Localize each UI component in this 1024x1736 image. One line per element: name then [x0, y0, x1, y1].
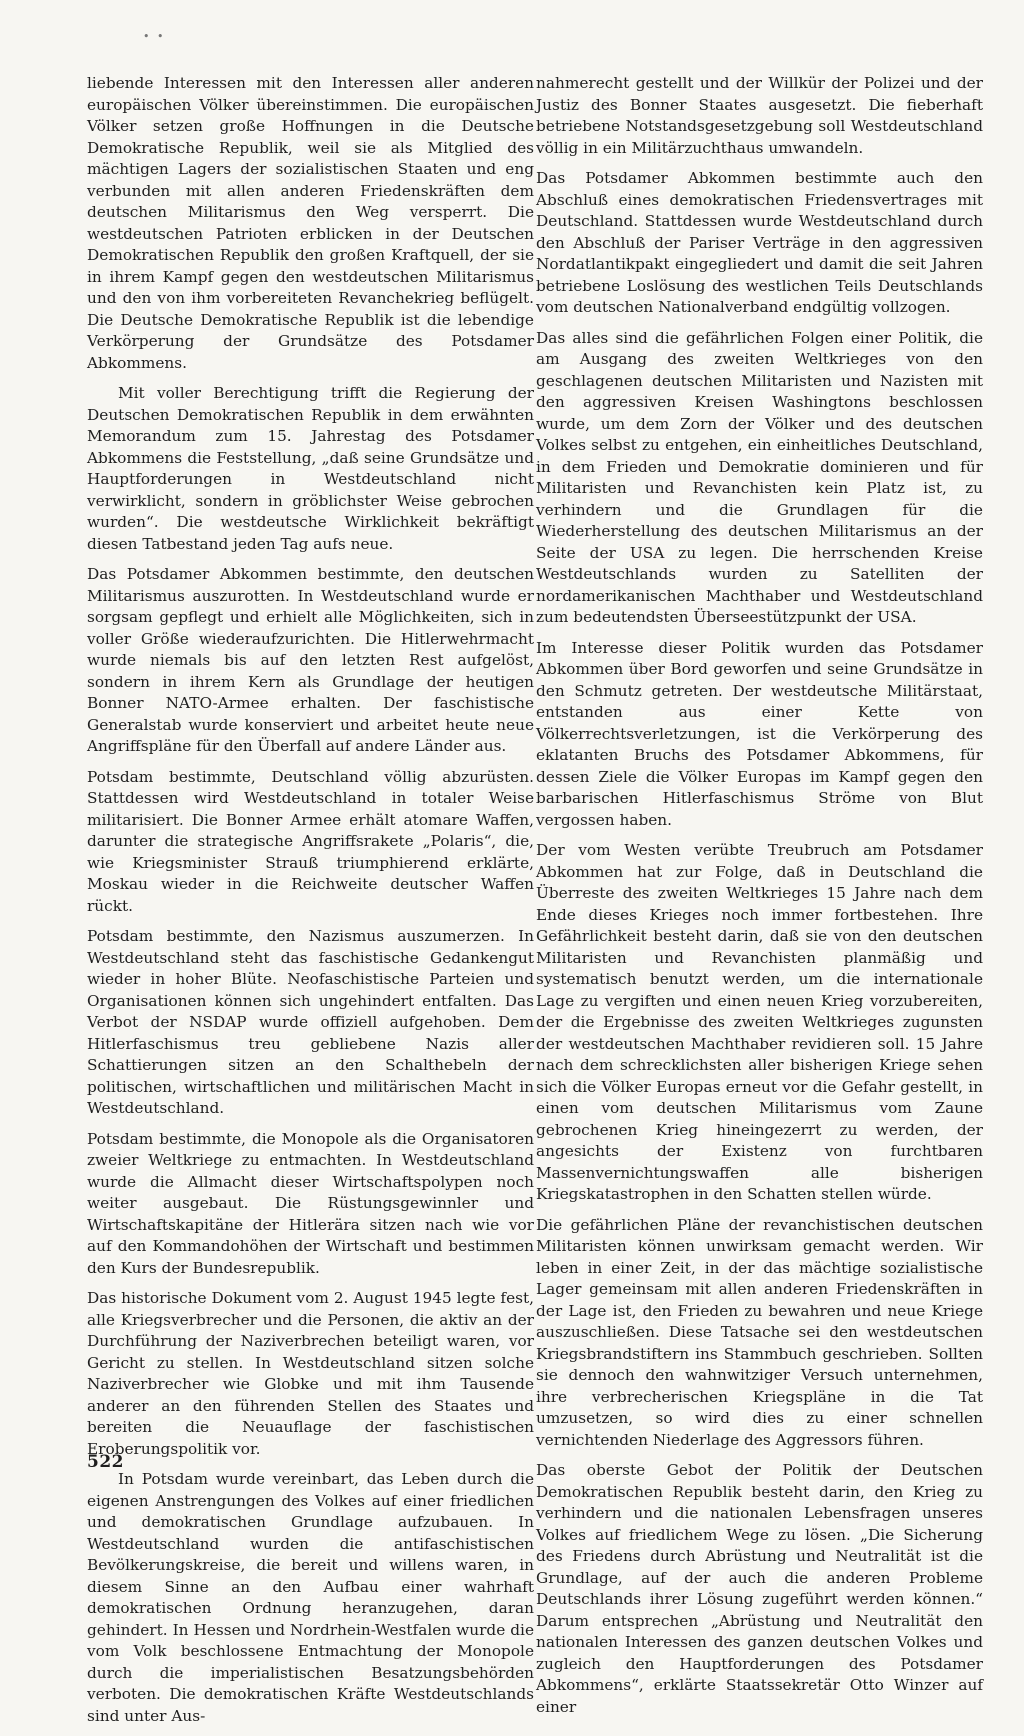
paragraph: Im Interesse dieser Politik wurden das Potsdamer Abkommen über Bord geworfen und seine Grundsätze in den Schmutz getreten. Der westdeutsche Militärstaat, entstanden aus einer Kette von Völkerrechtsverletzungen, ist die Verkörperung des eklatanten Bruchs des Potsdamer Abkommens, für dessen Ziele die Völker Europas im Kampf gegen den barbarischen Hitlerfaschismus Ströme von Blut vergossen haben.	[536, 638, 983, 829]
left-column	[87, 73, 534, 1736]
paragraph: Potsdam bestimmte, Deutschland völlig abzurüsten. Stattdessen wird Westdeutschland in totaler Weise militarisiert. Die Bonner Armee erhält atomare Waffen, darunter die strategische Angriffsrakete „Polaris“, die, wie Kriegsminister Strauß triumphierend erklärte, Moskau wieder in die Reichweite deutscher Waffen rückt.	[87, 767, 534, 915]
paragraph: In Potsdam wurde vereinbart, das Leben durch die eigenen Anstrengungen des Volkes auf einer friedlichen und demokratischen Grundlage aufzubauen. In Westdeutschland wurden die antifaschistischen Bevölkerungskreise, die bereit und willens waren, in diesem Sinne an den Aufbau einer wahrhaft demokratischen Ordnung heranzugehen, daran gehindert. In Hessen und Nordrhein-Westfalen wurde die vom Volk beschlossene Entmachtung der Monopole durch die imperialistischen Besatzungsbehörden verboten. Die demokratischen Kräfte Westdeutschlands sind unter Aus-	[87, 1470, 534, 1725]
top-marks: • •	[143, 30, 166, 43]
paragraph: Das Potsdamer Abkommen bestimmte, den deutschen Militarismus auszurotten. In Westdeutschland wurde er sorgsam gepflegt und erhielt alle Möglichkeiten, sich in voller Größe wiederaufzurichten. Die Hitlerwehrmacht wurde niemals bis auf den letzten Rest aufgelöst, sondern in ihrem Kern als Grundlage der heutigen Bonner NATO-Armee erhalten. Der faschistische Generalstab wurde konserviert und arbeitet heute neue Angriffspläne für den Überfall auf andere Länder aus.	[87, 565, 534, 755]
paragraph: liebende Interessen mit den Interessen aller anderen europäischen Völker übereinstimmen. Die europäischen Völker setzen große Hoffnungen in die Deutsche Demokratische Republik, weil sie als Mitglied des mächtigen Lagers der sozialistischen Staaten und eng verbunden mit allen anderen Friedenskräften dem deutschen Militarismus den Weg versperrt. Die westdeutschen Patrioten erblicken in der Deutschen Demokratischen Republik den großen Kraftquell, der sie in ihrem Kampf gegen den westdeutschen Militarismus und den von ihm vorbereiteten Revanchekrieg beflügelt. Die Deutsche Demokratische Republik ist die lebendige Verkörperung der Grundsätze des Potsdamer Abkommens.	[87, 74, 534, 372]
paragraph: Das alles sind die gefährlichen Folgen einer Politik, die am Ausgang des zweiten Weltkrieges von den geschlagenen deutschen Militaristen und Nazisten mit den aggressiven Kreisen Washingtons beschlossen wurde, um dem Zorn der Völker und des deutschen Volkes selbst zu entgehen, ein einheitliches Deutschland, in dem Frieden und Demokratie dominieren und für Militaristen und Revanchisten kein Platz ist, zu verhindern und die Grundlagen für die Wiederherstellung des deutschen Militarismus an der Seite der USA zu legen. Die herrschenden Kreise Westdeutschlands wurden zu Satelliten der nordamerikanischen Machthaber und Westdeutschland zum bedeutendsten Überseestützpunkt der USA.	[536, 328, 983, 626]
paragraph: nahmerecht gestellt und der Willkür der Polizei und der Justiz des Bonner Staates ausgesetzt. Die fieberhaft betriebene Notstandsgesetzgebung soll Westdeutschland völlig in ein Militärzuchthaus umwandeln.	[536, 74, 983, 157]
paragraph: Das oberste Gebot der Politik der Deutschen Demokratischen Republik besteht darin, den Krieg zu verhindern und die nationalen Lebensfragen unseres Volkes auf friedlichem Wege zu lösen. „Die Sicherung des Friedens durch Abrüstung und Neutralität ist die Grundlage, auf der auch die anderen Probleme Deutschlands ihrer Lösung zugeführt werden können.“ Darum entsprechen „Abrüstung und Neutralität den nationalen Interessen des ganzen deutschen Volkes und zugleich den Hauptforderungen des Potsdamer Abkommens“, erklärte Staatssekretär Otto Winzer auf einer	[536, 1461, 983, 1716]
paragraph: Potsdam bestimmte, die Monopole als die Organisatoren zweier Weltkriege zu entmachten. In Westdeutschland wurde die Allmacht dieser Wirtschaftspolypen noch weiter ausgebaut. Die Rüstungsgewinnler und Wirtschaftskapitäne der Hitlerära sitzen nach wie vor auf den Kommandohöhen der Wirtschaft und bestimmen den Kurs der Bundesrepublik.	[87, 1129, 534, 1277]
page-number: 522	[87, 1452, 124, 1472]
paragraph: Potsdam bestimmte, den Nazismus auszumerzen. In Westdeutschland steht das faschistische Gedankengut wieder in hoher Blüte. Neofaschistische Parteien und Organisationen können sich ungehindert entfalten. Das Verbot der NSDAP wurde offiziell aufgehoben. Dem Hitlerfaschismus treu gebliebene Nazis aller Schattierungen sitzen an den Schalthebeln der politischen, wirtschaftlichen und militärischen Macht in Westdeutschland.	[87, 927, 534, 1117]
right-column	[536, 73, 983, 1727]
paragraph: Der vom Westen verübte Treubruch am Potsdamer Abkommen hat zur Folge, daß in Deutschland die Überreste des zweiten Weltkrieges 15 Jahre nach dem Ende dieses Krieges noch immer fortbestehen. Ihre Gefährlichkeit besteht darin, daß sie von den deutschen Militaristen und Revanchisten planmäßig und systematisch benutzt werden, um die internationale Lage zu vergiften und einen neuen Krieg vorzubereiten, der die Ergebnisse des zweiten Weltkrieges zugunsten der westdeutschen Machthaber revidieren soll. 15 Jahre nach dem schrecklichsten aller bisherigen Kriege sehen sich die Völker Europas erneut vor die Gefahr gestellt, in einen vom deutschen Militarismus vom Zaune gebrochenen Krieg hineingezerrt zu werden, der angesichts der Existenz von furchtbaren Massenvernichtungswaffen alle bisherigen Kriegskatastrophen in den Schatten stellen würde.	[536, 841, 983, 1203]
paragraph: Die gefährlichen Pläne der revanchistischen deutschen Militaristen können unwirksam gemacht werden. Wir leben in einer Zeit, in der das mächtige sozialistische Lager gemeinsam mit allen anderen Friedenskräften in der Lage ist, den Frieden zu bewahren und neue Kriege auszuschließen. Diese Tatsache sei den westdeutschen Kriegsbrandstiftern ins Stammbuch geschrieben. Sollten sie dennoch den wahnwitziger Versuch unternehmen, ihre verbrecherischen Kriegspläne in die Tat umzusetzen, so wird dies zu einer schnellen vernichtenden Niederlage des Aggressors führen.	[536, 1215, 983, 1449]
paragraph: Das historische Dokument vom 2. August 1945 legte fest, alle Kriegsverbrecher und die Personen, die aktiv an der Durchführung der Naziverbrechen beteiligt waren, vor Gericht zu stellen. In Westdeutschland sitzen solche Naziverbrecher wie Globke und mit ihm Tausende anderer an den führenden Stellen des Staates und bereiten die Neuauflage der faschistischen Eroberungspolitik vor.	[87, 1289, 534, 1458]
paragraph: Mit voller Berechtigung trifft die Regierung der Deutschen Demokratischen Republik in dem erwähnten Memorandum zum 15. Jahrestag des Potsdamer Abkommens die Feststellung, „daß seine Grundsätze und Hauptforderungen in Westdeutschland nicht verwirklicht, sondern in gröblichster Weise gebrochen wurden“. Die westdeutsche Wirklichkeit bekräftigt diesen Tatbestand jeden Tag aufs neue.	[87, 384, 534, 553]
paragraph: Das Potsdamer Abkommen bestimmte auch den Abschluß eines demokratischen Friedensvertrages mit Deutschland. Stattdessen wurde Westdeutschland durch den Abschluß der Pariser Verträge in den aggressiven Nordatlantikpakt eingegliedert und damit die seit Jahren betriebene Loslösung des westlichen Teils Deutschlands vom deutschen Nationalverband endgültig vollzogen.	[536, 169, 983, 316]
